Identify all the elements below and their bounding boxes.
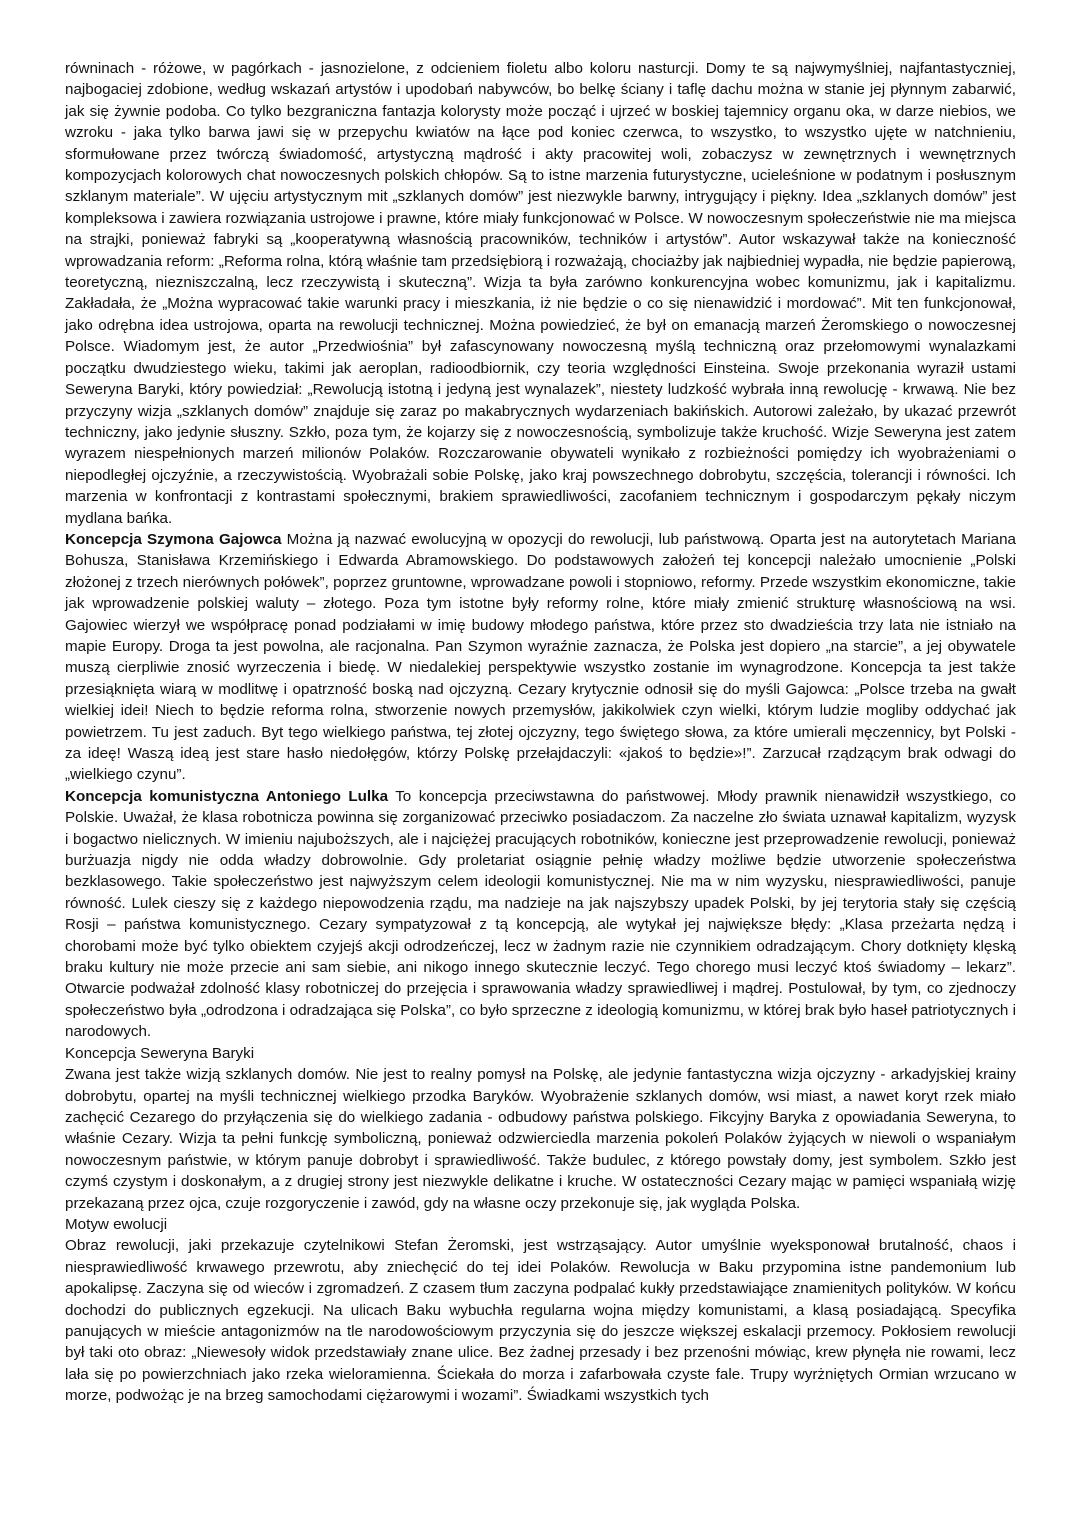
paragraph-baryka: Zwana jest także wizją szklanych domów. Nie jest to realny pomysł na Polskę, ale jedynie fantastyczna wizja ojczyzny - arkadyjskiej krainy dobrobytu, opartej na myśli technicznej wielkiego przodka Baryków. Wyobrażenie szklanych domów, wsi miast, a nawet koryt rzek miało zachęcić Cezarego do przyłączenia się do wielkiego zadania - odbudowy państwa polskiego. Fikcyjny Baryka z opowiadania Seweryna, to właśnie Cezary. Wizja ta pełni funkcję symboliczną, ponieważ odzwierciedla marzenia pokoleń Polaków żyjących w niewoli o wspaniałym nowoczesnym państwie, w którym panuje dobrobyt i sprawiedliwość. Także budulec, z którego powstały domy, jest symbolem. Szkło jest czymś czystym i doskonałym, a z drugiej strony jest niezwykle delikatne i kruche. W ostateczności Cezary mając w pamięci wspaniałą wizję przekazaną przez ojca, czuje rozgoryczenie i zawód, gdy na własne oczy przekonuje się, jak wygląda Polska. [65, 1066, 1016, 1212]
paragraph-ewolucja: Obraz rewolucji, jaki przekazuje czytelnikowi Stefan Żeromski, jest wstrząsający. Autor umyślnie wyeksponował brutalność, chaos i niesprawiedliwość krwawego przewrotu, aby zniechęcić do tej idei Polaków. Rewolucja w Baku przypomina istne pandemonium lub apokalipsę. Zaczyna się od wieców i zgromadzeń. Z czasem tłum zaczyna podpalać kukły przedstawiające znamienitych polityków. W końcu dochodzi do publicznych egzekucji. Na ulicach Baku wybuchła regularna wojna między komunistami, a klasą posiadającą. Specyfika panujących w mieście antagonizmów na tle narodowościowym przyczynia się do jeszcze większej eskalacji przemocy. Pokłosiem rewolucji był taki oto obraz: „Niewesoły widok przedstawiały znane ulice. Bez żadnej przesady i bez przenośni mówiąc, krew płynęła nie rowami, lecz lała się po powierzchniach jako rzeka wieloramienna. Ściekała do morza i zafarbowała czyste fale. Trupy wyrżniętych Ormian wrzucano w morze, podwożąc je na brzeg samochodami ciężarowymi i wozami”. Świadkami wszystkich tych [65, 1237, 1016, 1405]
paragraph-szklane-domy: równinach - różowe, w pagórkach - jasnozielone, z odcieniem fioletu albo koloru nasturcji. Domy te są najwymyślniej, najfantastyczniej, najbogaciej zdobione, według wskazań artystów i upodobań nabywców, bo belkę ściany i taflę dachu można w stanie jej płynnym zabarwić, jak się żywnie podoba. Co tylko bezgraniczna fantazja kolorysty może począć i ujrzeć w boskiej tajemnicy organu oka, w darze niebios, we wzroku - jaka tylko barwa jawi się w przepychu kwiatów na łące pod koniec czerwca, to wszystko, to wszystko ujęte w natchnieniu, sformułowane przez twórczą świadomość, artystyczną mądrość i akty pracowitej woli, zobaczysz w zewnętrznych i wewnętrznych kompozycjach kolorowych chat nowoczesnych polskich chłopów. Są to istne marzenia futurystyczne, ucieleśnione w podatnym i posłusznym szklanym materiale”. W ujęciu artystycznym mit „szklanych domów” jest niezwykle barwny, intrygujący i piękny. Idea „szklanych domów” jest kompleksowa i zawiera rozwiązania ustrojowe i prawne, które miały funkcjonować w Polsce. W nowoczesnym społeczeństwie nie ma miejsca na strajki, ponieważ fabryki są „kooperatywną własnością pracowników, techników i artystów”. Autor wskazywał także na konieczność wprowadzania reform: „Reforma rolna, którą właśnie tam przedsiębiorą i rozważają, chociażby jak najbiedniej wypadła, nie będzie papierową, teoretyczną, niezniszczalną, lecz rzeczywistą i skuteczną”. Wizja ta była zarówno konkurencyjna wobec komunizmu, jak i kapitalizmu. Zakładała, że „Można wypracować takie warunki pracy i mieszkania, iż nie będzie o co się nienawidzić i mordować”. Mit ten funkcjonował, jako odrębna idea ustrojowa, oparta na rewolucji technicznej. Można powiedzieć, że był on emanacją marzeń Żeromskiego o nowoczesnej Polsce. Wiadomym jest, że autor „Przedwiośnia” był zafascynowany nowoczesną myślą techniczną oraz przełomowymi wynalazkami początku dwudziestego wieku, takimi jak aeroplan, radioodbiornik, czy teoria względności Einsteina. Swoje przekonania wyraził ustami Seweryna Baryki, który powiedział: „Rewolucją istotną i jedyną jest wynalazek”, niestety ludzkość wybrała inną rewolucję - krwawą. Nie bez przyczyny wizja „szklanych domów” znajduje się zaraz po makabrycznych wydarzeniach bakińskich. Autorowi zależało, by ukazać przewrót techniczny, jako jedynie słuszny. Szkło, poza tym, że kojarzy się z nowoczesnością, symbolizuje także kruchość. Wizje Seweryna jest zatem wyrazem niespełnionych marzeń milionów Polaków. Rozczarowanie obywateli wynikało z rozbieżności pomiędzy ich wyobrażeniami o niepodległej ojczyźnie, a rzeczywistością. Wyobrażali sobie Polskę, jako kraj powszechnego dobrobytu, szczęścia, tolerancji i równości. Ich marzenia w konfrontacji z kontrastami społecznymi, brakiem sprawiedliwości, zacofaniem technicznym i gospodarczym pękały niczym mydlana bańka. [65, 60, 1016, 527]
heading-baryka: Koncepcja Seweryna Baryki [65, 1044, 255, 1062]
heading-ewolucja: Motyw ewolucji [65, 1215, 168, 1233]
body-lulek: To koncepcja przeciwstawna do państwowej. Młody prawnik nienawidził wszystkiego, co Polskie. Uważał, że klasa robotnicza powinna się zorganizować przeciwko posiadaczom. Za naczelne zło świata uznawał kapitalizm, wyzysk i bogactwo nielicznych. W imieniu najuboższych, ale i najciężej pracujących robotników, konieczne jest przeprowadzenie rewolucji, ponieważ burżuazja nigdy nie odda władzy dobrowolnie. Gdy proletariat osiągnie pełnię władzy możliwe będzie utworzenie społeczeństwa bezklasowego. Takie społeczeństwo jest najwyższym celem ideologii komunistycznej. Nie ma w nim wyzysku, niesprawiedliwości, panuje równość. Lulek cieszy się z każdego niepowodzenia rządu, ma nadzieje na jak najszybszy upadek Polski, by jej terytoria stały się częścią Rosji – państwa komunistycznego. Cezary sympatyzował z tą koncepcją, ale wytykał jej największe błędy: „Klasa przeżarta nędzą i chorobami może być tylko obiektem czyjejś akcji odrodzeńczej, lecz w żadnym razie nie czynnikiem odradzającym. Chory dotknięty klęską braku kultury nie może przecie ani sam siebie, ani nikogo innego skutecznie leczyć. Tego chorego musi leczyć ktoś świadomy – lekarz”. Otwarcie podważał zdolność klasy robotniczej do przejęcia i sprawowania władzy sprawiedliwej i mądrej. Postulował, by tym, co zjednoczy społeczeństwo była „odrodzona i odradzająca się Polska”, co było sprzeczne z ideologią komunizmu, w której brak było haseł patriotycznych i narodowych. [65, 787, 1016, 1041]
heading-gajowiec: Koncepcja Szymona Gajowca [65, 530, 282, 548]
heading-lulek: Koncepcja komunistyczna Antoniego Lulka [65, 787, 389, 805]
paragraph-lulek [65, 786, 1016, 1043]
body-gajowiec: Można ją nazwać ewolucyjną w opozycji do rewolucji, lub państwową. Oparta jest na autorytetach Mariana Bohusza, Stanisława Krzemińskiego i Edwarda Abramowskiego. Do podstawowych założeń tej koncepcji należało umocnienie „Polski złożonej z trzech nierównych połówek”, poprzez gruntowne, wprowadzane powoli i stopniowo, reformy. Przede wszystkim ekonomiczne, takie jak wprowadzenie polskiej waluty – złotego. Poza tym istotne były reformy rolne, które miały zmienić strukturę własnościową na wsi. Gajowiec wierzył we współpracę ponad podziałami w imię budowy młodego państwa, które przez sto dwadzieścia trzy lata nie istniało na mapie Europy. Droga ta jest powolna, ale racjonalna. Pan Szymon wyraźnie zaznacza, że Polska jest dopiero „na starcie”, a jej obywatele muszą cierpliwie znosić wyrzeczenia i biedę. W niedalekiej perspektywie wszystko zostanie im wynagrodzone. Koncepcja ta jest także przesiąknięta wiarą w modlitwę i opatrzność boską nad ojczyzną. Cezary krytycznie odnosił się do myśli Gajowca: „Polsce trzeba na gwałt wielkiej idei! Niech to będzie reforma rolna, stworzenie nowych przemysłów, jakikolwiek czyn wielki, którym ludzie mogliby oddychać jak powietrzem. Tu jest zaduch. Byt tego wielkiego państwa, tej złotej ojczyzny, tego świętego słowa, za które umierali męczennicy, byt Polski - za ideę! Waszą ideą jest stare hasło niedołęgów, którzy Polskę przełajdaczyli: «jakoś to będzie»!”. Zarzucał rządzącym brak odwagi do „wielkiego czynu”. [65, 530, 1016, 784]
paragraph-gajowiec [65, 529, 1016, 786]
